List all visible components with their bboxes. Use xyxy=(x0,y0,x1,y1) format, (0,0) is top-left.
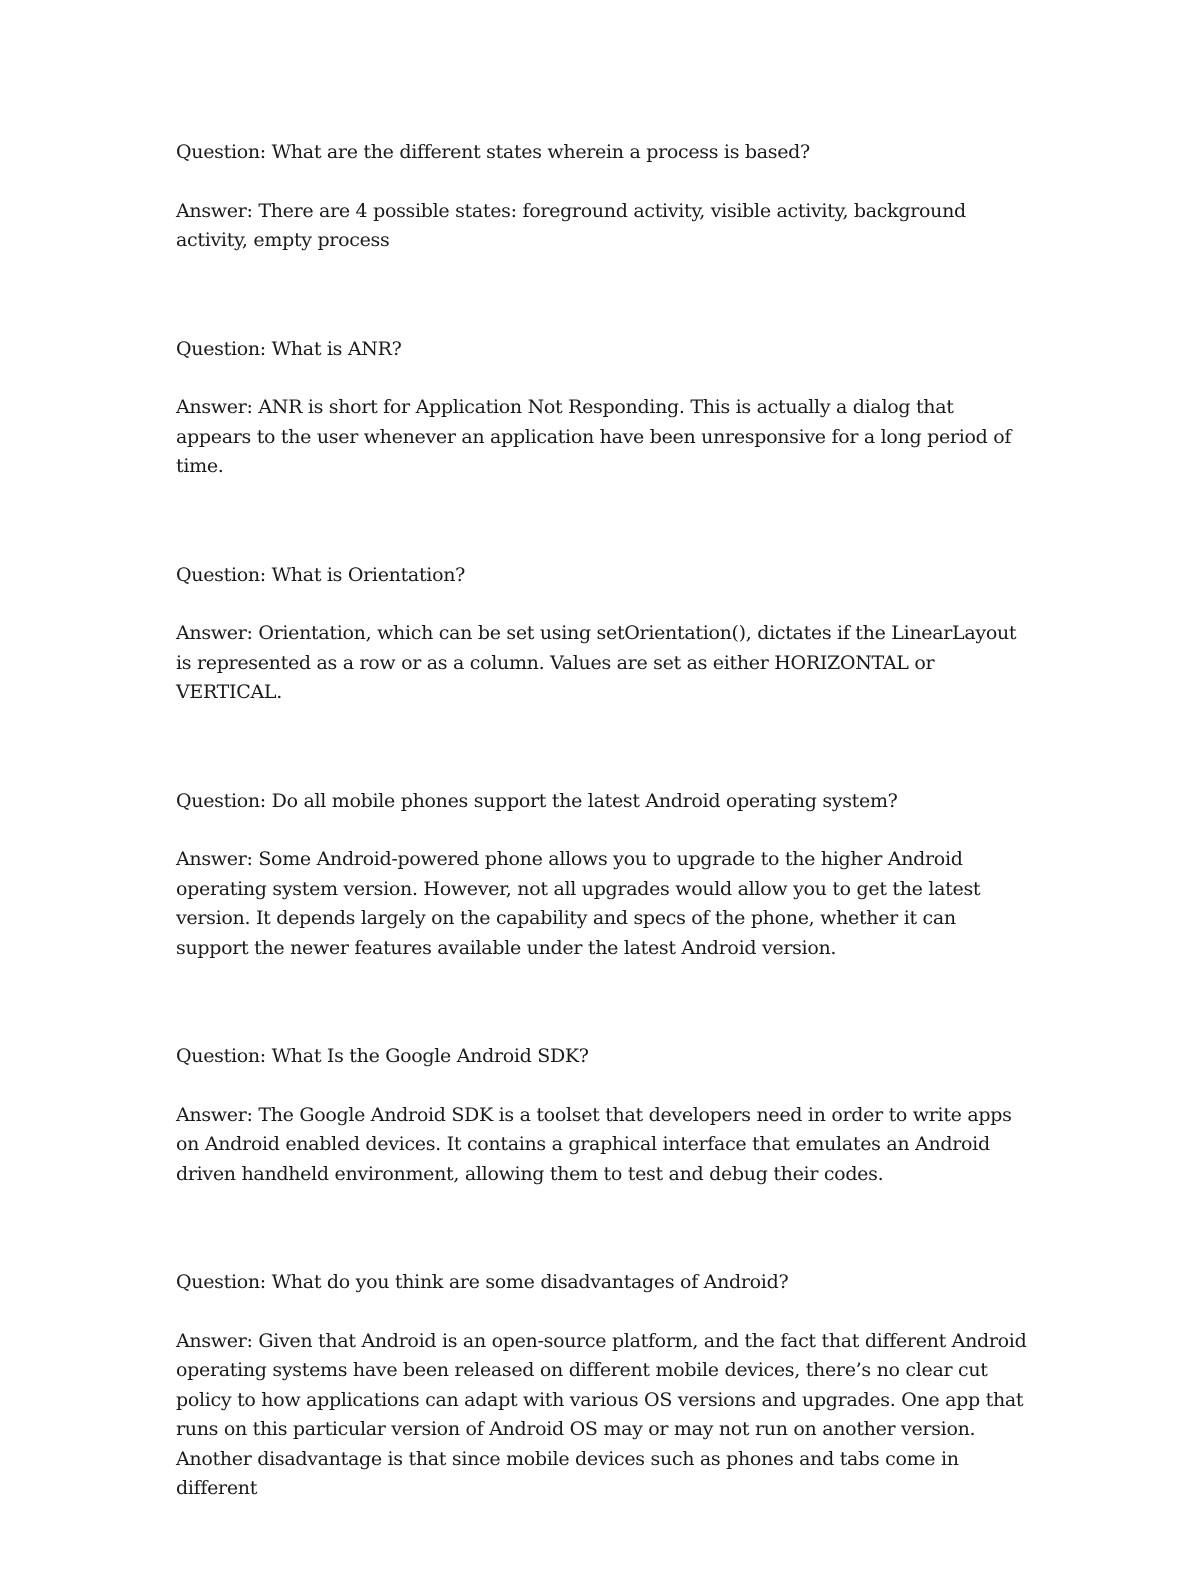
question-text: Question: What Is the Google Android SDK? xyxy=(176,1045,589,1067)
answer-text: Answer: Orientation, which can be set using setOrientation(), dictates if the LinearLayout is represented as a row or as a column. Values are set as either HORIZONTAL or VERTICAL. xyxy=(176,622,1017,703)
question-text: Question: What is ANR? xyxy=(176,337,402,360)
qa-item xyxy=(176,561,1028,708)
answer-text: Answer: The Google Android SDK is a toolset that developers need in order to write apps on Android enabled devices. It contains a graphical interface that emulates an Android driven handheld environment, allowing them to test and debug their codes. xyxy=(176,1103,1012,1185)
question-text: Question: What are the different states wherein a process is based? xyxy=(176,141,810,163)
answer-text: Answer: Given that Android is an open-source platform, and the fact that different Android operating systems have been released on different mobile devices, there’s no clear cut policy to how applications can adapt with various OS versions and upgrades. One app that runs on this particular version of Android OS may or may not run on another version. Another disadvantage is that since mobile devices such as phones and tabs come in different xyxy=(176,1329,1027,1499)
document-body xyxy=(176,138,1028,1583)
qa-item xyxy=(176,335,1028,482)
qa-item xyxy=(176,1042,1028,1189)
question-text: Question: Do all mobile phones support the latest Android operating system? xyxy=(176,789,898,812)
question-text: Question: What is Orientation? xyxy=(176,563,466,586)
question-text: Question: What do you think are some disadvantages of Android? xyxy=(176,1271,789,1293)
qa-item xyxy=(176,1268,1028,1504)
qa-item xyxy=(176,138,1028,256)
answer-text: Answer: Some Android-powered phone allows you to upgrade to the higher Android operating system version. However, not all upgrades would allow you to get the latest version. It depends largely on the capability and specs of the phone, whether it can support the newer features available under the latest Android version. xyxy=(176,848,981,959)
answer-text: Answer: ANR is short for Application Not Responding. This is actually a dialog that appears to the user whenever an application have been unresponsive for a long period of time. xyxy=(176,396,1012,477)
qa-item xyxy=(176,787,1028,964)
answer-text: Answer: There are 4 possible states: foreground activity, visible activity, background activity, empty process xyxy=(176,199,966,251)
